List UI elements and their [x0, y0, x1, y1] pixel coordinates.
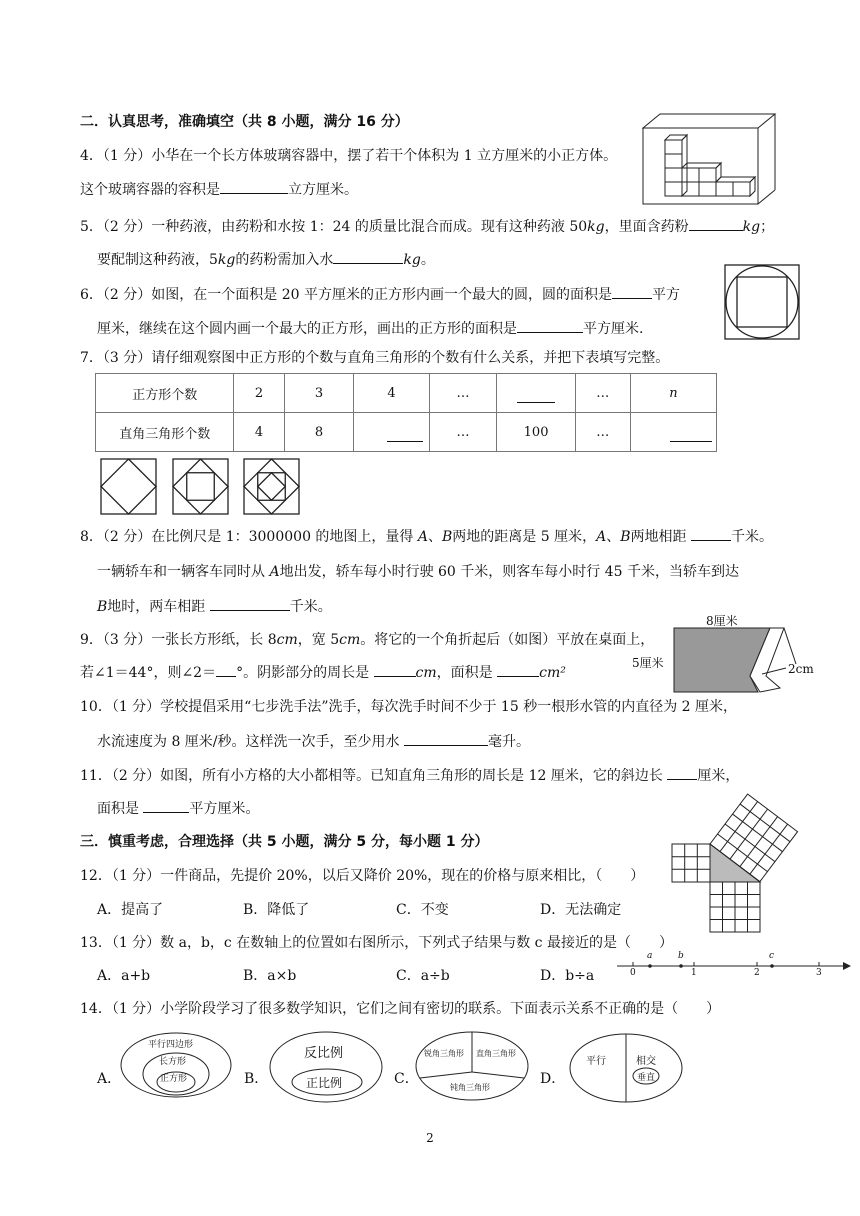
table-cell: 正方形个数 [96, 374, 234, 413]
pythagoras-grid-figure [668, 775, 813, 953]
q4-answer-blank[interactable] [220, 179, 288, 194]
label-acute: 锐角三角形 [424, 1049, 464, 1058]
q9-blank-perimeter[interactable] [374, 662, 416, 677]
q14-b-diagram [268, 1030, 386, 1104]
label-right: 直角三角形 [476, 1049, 516, 1058]
label-parallelogram: 平行四边形 [148, 1040, 194, 1050]
fig-label-fold: 2cm [788, 662, 814, 676]
table-cell: … [429, 413, 497, 452]
q9-line1: 9．（3 分）一张长方形纸，长 8cm，宽 5cm。将它的一个角折起后（如图）平放在桌面上， [80, 632, 655, 648]
table-cell: … [429, 374, 497, 413]
q13-option-a[interactable]: A．a+b [97, 968, 151, 984]
table-cell-blank[interactable] [497, 374, 575, 413]
tick-label: 0 [630, 968, 636, 978]
q6-line2: 厘米，继续在这个圆内画一个最大的正方形，画出的正方形的面积是 平方厘米. [97, 318, 643, 339]
point-label-a: a [647, 951, 653, 961]
label-square: 正方形 [160, 1074, 188, 1084]
q12-option-d[interactable]: D．无法确定 [540, 902, 622, 918]
q6-line1: 6．（2 分）如图，在一个面积是 20 平方厘米的正方形内画一个最大的圆，圆的面积是 平方 [80, 284, 680, 305]
q6-blank-square[interactable] [517, 318, 583, 333]
q8-blank-distance[interactable] [691, 526, 731, 541]
q5-blank-powder[interactable] [689, 216, 743, 231]
label-direct-prop: 正比例 [306, 1076, 343, 1090]
page-number: 2 [426, 1131, 434, 1145]
table-cell: 直角三角形个数 [96, 413, 234, 452]
label-inverse-prop: 反比例 [304, 1046, 344, 1061]
tick-label: 2 [754, 968, 760, 978]
q8-blank-gap[interactable] [210, 596, 290, 611]
glass-container-figure [640, 110, 778, 206]
q8-line1: 8．（2 分）在比例尺是 1：3000000 的地图上，量得 A、B两地的距离是 5 厘米，A、B两地相距 千米。 [80, 526, 773, 547]
square-circle-figure [722, 262, 802, 342]
q4-line1: 4．（1 分）小华在一个长方体玻璃容器中，摆了若干个体积为 1 立方厘米的小正方体。 [80, 148, 618, 164]
q13-option-c[interactable]: C．a÷b [396, 968, 450, 984]
table-cell: 4 [234, 413, 284, 452]
table-cell: 2 [234, 374, 284, 413]
tick-label: 1 [691, 968, 697, 978]
table-cell: 3 [284, 374, 354, 413]
tick-label: 3 [816, 968, 822, 978]
label-obtuse: 钝角三角形 [450, 1083, 490, 1092]
table-cell: n [630, 374, 716, 413]
table-row [96, 413, 717, 452]
folded-paper-figure [632, 614, 832, 694]
q13-stem: 13．（1 分）数 a，b，c 在数轴上的位置如右图所示，下列式子结果与数 c 最接近的是（ ） [80, 935, 673, 951]
label-rectangle: 长方形 [159, 1057, 187, 1067]
table-cell: 8 [284, 413, 354, 452]
q9-blank-area[interactable] [497, 662, 539, 677]
table-cell: … [575, 374, 630, 413]
folded-paper-shape [632, 614, 832, 694]
section-3-title: 三．慎重考虑，合理选择（共 5 小题，满分 5 分，每小题 1 分） [80, 834, 489, 850]
q9-line2: 若∠1＝44°，则∠2＝ °。阴影部分的周长是 cm，面积是 cm² [80, 662, 566, 683]
table-cell: … [575, 413, 630, 452]
table-cell: 4 [354, 374, 429, 413]
q5-blank-water[interactable] [333, 249, 403, 264]
q4-line2: 这个玻璃容器的容积是 立方厘米。 [80, 179, 358, 200]
fig-label-length: 8厘米 [706, 614, 738, 628]
label-perpendicular: 垂直 [637, 1073, 656, 1083]
label-parallel: 平行 [586, 1056, 606, 1067]
q13-option-b[interactable]: B．a×b [243, 968, 297, 984]
table-row [96, 374, 717, 413]
q14-option-d[interactable]: D． [540, 1071, 566, 1087]
label-intersect: 相交 [636, 1056, 656, 1067]
fig-label-width: 5厘米 [632, 656, 664, 670]
q7-table [95, 373, 717, 452]
q14-stem: 14．（1 分）小学阶段学习了很多数学知识，它们之间有密切的联系。下面表示关系不正确的是（ ） [80, 1001, 721, 1017]
q14-option-c[interactable]: C． [394, 1071, 419, 1087]
q11-line2: 面积是 平方厘米。 [97, 798, 259, 819]
q8-line3: B地时，两车相距 千米。 [97, 596, 332, 617]
table-cell-blank[interactable] [630, 413, 716, 452]
q12-option-b[interactable]: B．降低了 [243, 902, 310, 918]
q11-blank-area[interactable] [143, 798, 189, 813]
q10-line1: 10．（1 分）学校提倡采用“七步洗手法”洗手，每次洗手时间不少于 15 秒一根形水管的内直径为 2 厘米， [80, 699, 738, 715]
q12-option-c[interactable]: C．不变 [396, 902, 449, 918]
q13-option-d[interactable]: D．b÷a [540, 968, 595, 984]
q14-option-a[interactable]: A． [97, 1071, 122, 1087]
q10-line2: 水流速度为 8 厘米/秒。这样洗一次手，至少用水 毫升。 [97, 731, 530, 752]
table-cell-blank[interactable] [354, 413, 429, 452]
section-2-title: 二．认真思考，准确填空（共 8 小题，满分 16 分） [80, 114, 409, 130]
q6-blank-circle[interactable] [612, 284, 652, 299]
split-ellipse-d [568, 1032, 686, 1104]
number-line-figure [615, 950, 853, 984]
q12-stem: 12．（1 分）一件商品，先提价 20%，以后又降价 20%，现在的价格与原来相比，（ ） [80, 868, 645, 884]
q14-a-diagram [118, 1030, 236, 1100]
q12-option-a[interactable]: A．提高了 [97, 902, 164, 918]
table-cell: 100 [497, 413, 575, 452]
q5-line2: 要配制这种药液，5kg的药粉需加入水 kg。 [97, 249, 435, 270]
q11-line1: 11．（2 分）如图，所有小方格的大小都相等。已知直角三角形的周长是 12 厘米，它的斜边长 厘米， [80, 765, 739, 786]
q9-blank-angle[interactable] [216, 662, 236, 677]
q14-option-b[interactable]: B． [244, 1071, 269, 1087]
point-label-c: c [769, 951, 775, 961]
q14-c-diagram [414, 1030, 530, 1102]
point-label-b: b [678, 951, 684, 961]
q14-d-diagram [568, 1032, 686, 1104]
q7-line1: 7．（3 分）请仔细观察图中正方形的个数与直角三角形的个数有什么关系，并把下表填写完整。 [80, 350, 670, 366]
q10-blank-water[interactable] [404, 731, 488, 746]
q5-line1: 5．（2 分）一种药液，由药粉和水按 1：24 的质量比混合而成。现有这种药液 50kg，里面含药粉 kg； [80, 216, 774, 237]
q8-line2: 一辆轿车和一辆客车同时从 A地出发，轿车每小时行驶 60 千米，则客车每小时行 45 千米，当轿车到达 [97, 564, 740, 580]
squares-pattern-figure [100, 458, 305, 516]
